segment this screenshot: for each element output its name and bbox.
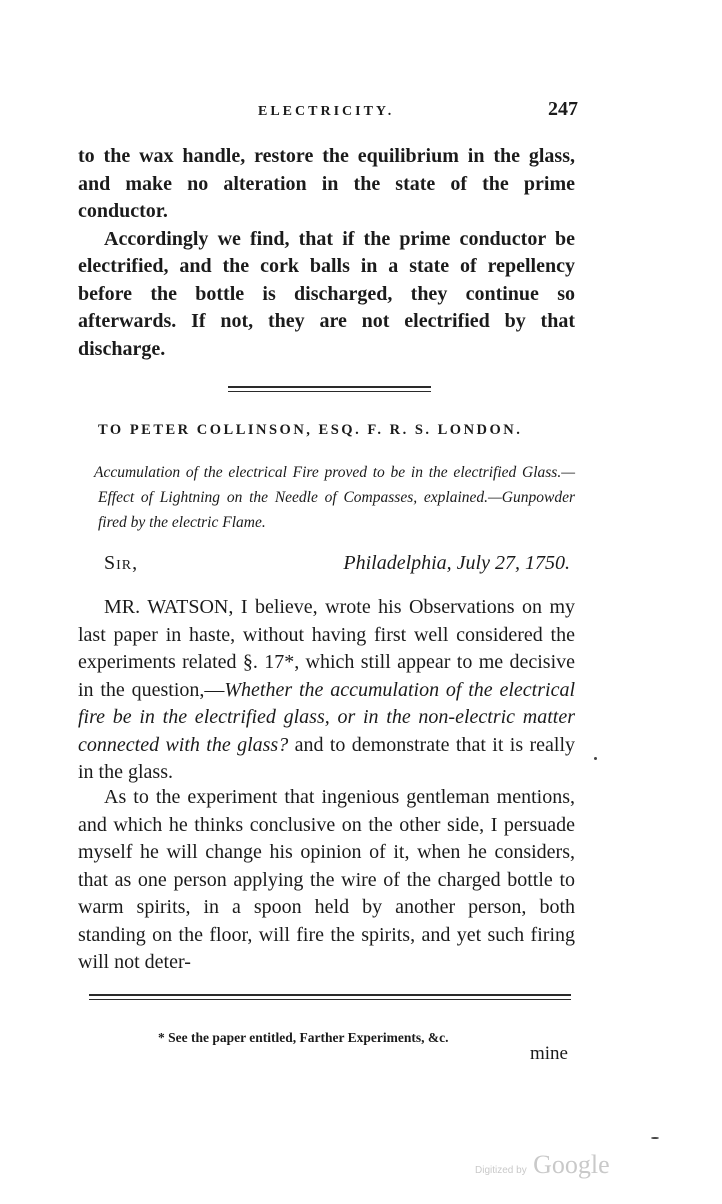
summary-text: Accumulation of the electrical Fire proved to be in the electrified Glass.—Effect of Lightning on the Needle of Compasses, explained.—Gunpowder fired by the electric Flame.	[94, 464, 575, 531]
running-title: ELECTRICITY.	[258, 104, 395, 119]
ink-speck	[651, 1137, 659, 1139]
watermark-prefix: Digitized by	[475, 1165, 527, 1176]
continuation-paragraph: Accordingly we find, that if the prime conductor be electrified, and the cork balls in a state of repellency before the bottle is discharged, they continue so afterwards. If not, they are not electrified by that discharge.	[78, 227, 575, 360]
ink-speck	[594, 757, 597, 760]
paragraph-question: Whether the accumulation of the electrical fire be in the electrified glass, or in the non-electric matter connected with the glass?	[78, 678, 576, 756]
paragraph-lead: MR. WATSON, I believe, wrote his Observations on my last paper in haste, without having first well considered the experiments related §. 17*, which still appear to me decisive in the question,—	[78, 596, 575, 701]
paragraph-tail: and to demonstrate that it is really in the glass.	[78, 733, 576, 783]
salutation: Sir,	[104, 552, 139, 574]
page-number: 247	[548, 98, 578, 120]
continuation-text	[78, 143, 575, 363]
digitized-watermark	[475, 1150, 610, 1180]
watermark-brand: Google	[533, 1150, 610, 1179]
letter-summary	[78, 460, 575, 535]
place-and-date: Philadelphia, July 27, 1750.	[343, 552, 570, 574]
running-head	[78, 98, 578, 128]
catchword: mine	[530, 1043, 568, 1064]
letter-paragraph	[78, 594, 575, 787]
continuation-paragraph: to the wax handle, restore the equilibrium in the glass, and make no alteration in the state of the prime conductor.	[78, 145, 575, 222]
footnote: * See the paper entitled, Farther Experiments, &c.	[158, 1030, 449, 1045]
section-divider	[228, 385, 431, 395]
letter-heading: TO PETER COLLINSON, ESQ. F. R. S. LONDON.	[98, 422, 523, 438]
letter-body-paragraph	[78, 594, 575, 787]
footnote-rule	[89, 992, 571, 1004]
letter-paragraph: As to the experiment that ingenious gentleman mentions, and which he thinks conclusive on the other side, I persuade myself he will change his opinion of it, when he considers, that as one person applying the wire of the charged bottle to warm spirits, in a spoon held by another person, both standing on the floor, will fire the spirits, and yet such firing will not deter-	[78, 786, 575, 973]
letter-body-paragraph	[78, 784, 575, 977]
